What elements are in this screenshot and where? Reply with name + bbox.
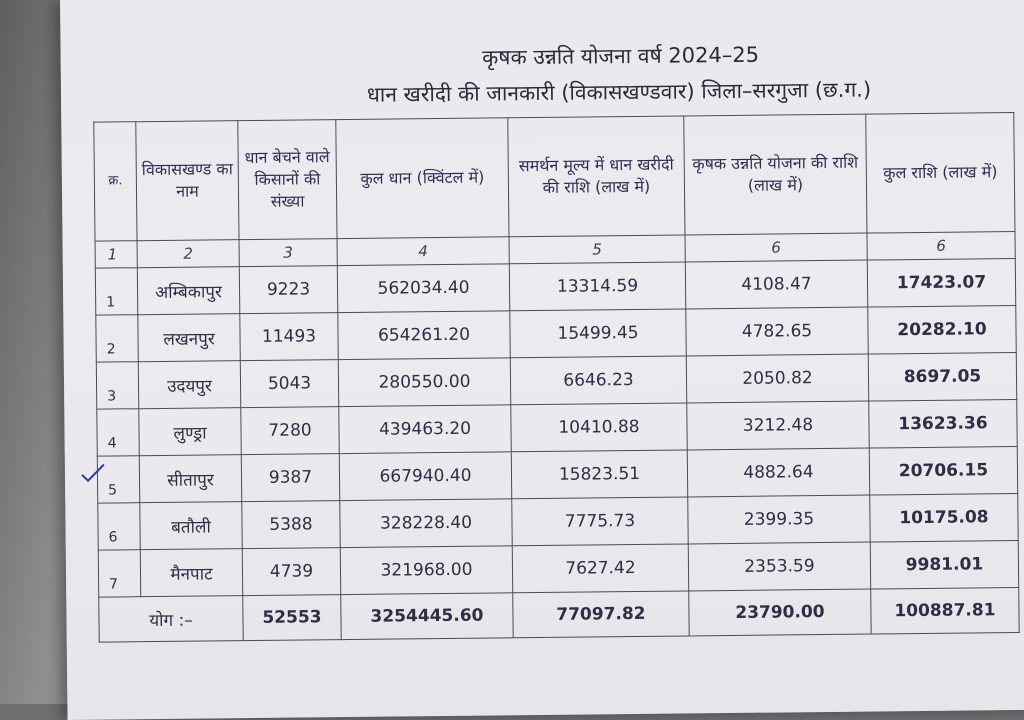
block-name-cell: उदयपुर	[138, 361, 240, 409]
farmer-count-cell: 5388	[242, 501, 340, 549]
total-amount-cell: 9981.01	[870, 540, 1018, 589]
serial-cell: 1	[95, 268, 137, 315]
farmer-count-cell: 4739	[242, 548, 340, 596]
serial-cell: 6	[98, 503, 140, 550]
support-price-cell: 7627.42	[512, 544, 688, 593]
column-number: 6	[867, 232, 1015, 261]
header-farmer-count: धान बेचने वाले किसानों की संख्या	[238, 120, 337, 240]
block-name-cell: मैनपाट	[140, 549, 242, 597]
grand-total-amount: 100887.81	[871, 587, 1019, 634]
scheme-amount-cell: 4882.64	[687, 448, 869, 497]
total-paddy-cell: 667940.40	[339, 452, 511, 501]
total-paddy-cell: 439463.20	[339, 405, 511, 454]
header-row	[94, 113, 1015, 242]
total-paddy-cell: 321968.00	[340, 546, 512, 595]
block-name-cell: लखनपुर	[138, 314, 240, 362]
total-support-price: 77097.82	[513, 591, 689, 638]
document-page	[60, 0, 1024, 720]
block-name-cell: लुण्ड्रा	[139, 408, 241, 456]
total-farmer-count: 52553	[243, 595, 341, 641]
farmer-count-cell: 7280	[241, 407, 339, 455]
total-amount-cell: 20282.10	[868, 306, 1016, 355]
support-price-cell: 15823.51	[511, 450, 687, 499]
total-scheme-amount: 23790.00	[689, 589, 871, 636]
column-number: 3	[239, 239, 337, 267]
farmer-count-cell: 11493	[240, 313, 338, 361]
total-paddy-cell: 328228.40	[340, 499, 512, 548]
farmer-count-cell: 9387	[241, 454, 339, 502]
serial-cell	[97, 456, 139, 503]
serial-number: 5	[108, 482, 118, 499]
serial-cell: 3	[96, 362, 138, 409]
total-label: योग :–	[99, 596, 243, 643]
header-total-paddy: कुल धान (क्विंटल में)	[336, 118, 509, 239]
header-scheme-amount: कृषक उन्नति योजना की राशि (लाख में)	[684, 114, 867, 235]
serial-cell: 7	[98, 550, 140, 597]
column-number: 6	[685, 233, 867, 262]
total-row	[99, 587, 1019, 642]
scheme-amount-cell: 3212.48	[687, 401, 869, 450]
column-number: 5	[509, 235, 685, 264]
paddy-procurement-table	[93, 112, 1019, 643]
serial-cell: 4	[97, 409, 139, 456]
scheme-amount-cell: 2399.35	[688, 495, 870, 544]
total-amount-cell: 8697.05	[868, 353, 1016, 402]
total-paddy-cell: 654261.20	[338, 311, 510, 360]
support-price-cell: 15499.45	[510, 309, 686, 358]
support-price-cell: 13314.59	[509, 262, 685, 311]
header-total-amount: कुल राशि (लाख में)	[866, 113, 1015, 234]
total-amount-cell: 10175.08	[870, 493, 1018, 542]
document-title: कृषक उन्नति योजना वर्ष 2024–25	[482, 42, 760, 70]
scheme-amount-cell: 2050.82	[686, 354, 868, 403]
header-serial: क्र.	[94, 122, 137, 241]
column-number: 4	[337, 237, 509, 266]
column-number: 2	[137, 240, 239, 268]
scheme-amount-cell: 4108.47	[685, 260, 867, 309]
farmer-count-cell: 5043	[240, 360, 338, 408]
support-price-cell: 10410.88	[511, 403, 687, 452]
block-name-cell: बतौली	[140, 502, 242, 550]
tick-mark-icon	[80, 463, 106, 483]
support-price-cell: 6646.23	[510, 356, 686, 405]
farmer-count-cell: 9223	[239, 266, 337, 314]
scheme-amount-cell: 4782.65	[686, 307, 868, 356]
total-paddy-cell: 280550.00	[338, 358, 510, 407]
block-name-cell: अम्बिकापुर	[137, 267, 239, 315]
column-number: 1	[95, 241, 137, 268]
total-amount-cell: 20706.15	[869, 447, 1017, 496]
header-support-price-amount: समर्थन मूल्य में धान खरीदी की राशि (लाख में)	[508, 116, 685, 237]
support-price-cell: 7775.73	[512, 497, 688, 546]
total-paddy: 3254445.60	[341, 593, 513, 640]
total-paddy-cell: 562034.40	[337, 264, 509, 313]
header-block-name: विकासखण्ड का नाम	[136, 121, 239, 241]
document-subtitle: धान खरीदी की जानकारी (विकासखण्डवार) जिला–सरगुजा (छ.ग.)	[366, 77, 872, 107]
serial-cell: 2	[96, 315, 138, 362]
total-amount-cell: 17423.07	[867, 259, 1015, 308]
total-amount-cell: 13623.36	[869, 400, 1017, 449]
block-name-cell: सीतापुर	[139, 455, 241, 503]
scheme-amount-cell: 2353.59	[688, 542, 870, 591]
